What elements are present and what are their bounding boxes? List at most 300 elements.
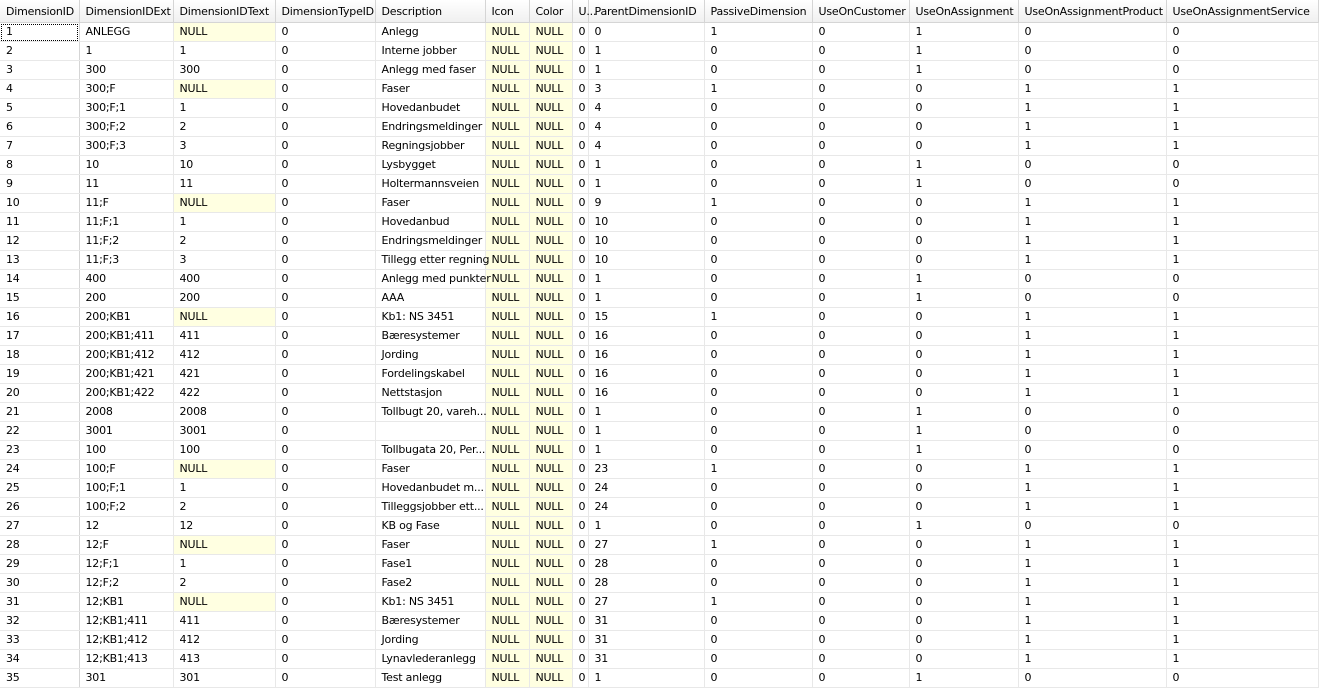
cell-id[interactable]: 9 <box>0 175 79 194</box>
cell-icon[interactable]: NULL <box>485 593 529 612</box>
cell-icon[interactable]: NULL <box>485 555 529 574</box>
cell-serv[interactable]: 1 <box>1166 327 1318 346</box>
cell-color[interactable]: NULL <box>529 232 572 251</box>
cell-assign[interactable]: 1 <box>909 61 1018 80</box>
cell-serv[interactable]: 1 <box>1166 194 1318 213</box>
column-header-desc[interactable]: Description <box>375 0 485 23</box>
cell-cust[interactable]: 0 <box>812 517 909 536</box>
cell-serv[interactable]: 1 <box>1166 650 1318 669</box>
cell-cust[interactable]: 0 <box>812 156 909 175</box>
column-header-serv[interactable]: UseOnAssignmentService <box>1166 0 1318 23</box>
cell-prod[interactable]: 1 <box>1018 80 1166 99</box>
cell-parent[interactable]: 16 <box>588 384 704 403</box>
cell-desc[interactable]: Faser <box>375 460 485 479</box>
cell-color[interactable]: NULL <box>529 327 572 346</box>
table-row[interactable] <box>0 232 1318 251</box>
cell-passive[interactable]: 0 <box>704 270 812 289</box>
cell-serv[interactable]: 1 <box>1166 346 1318 365</box>
cell-assign[interactable]: 0 <box>909 536 1018 555</box>
cell-passive[interactable]: 0 <box>704 403 812 422</box>
cell-parent[interactable]: 1 <box>588 441 704 460</box>
cell-icon[interactable]: NULL <box>485 156 529 175</box>
cell-cust[interactable]: 0 <box>812 346 909 365</box>
cell-u[interactable]: 0 <box>572 650 588 669</box>
table-row[interactable] <box>0 42 1318 61</box>
cell-ext[interactable]: 12;KB1;413 <box>79 650 173 669</box>
cell-assign[interactable]: 0 <box>909 80 1018 99</box>
cell-type[interactable]: 0 <box>275 80 375 99</box>
cell-assign[interactable]: 1 <box>909 403 1018 422</box>
cell-serv[interactable]: 0 <box>1166 517 1318 536</box>
cell-prod[interactable]: 0 <box>1018 156 1166 175</box>
cell-cust[interactable]: 0 <box>812 194 909 213</box>
column-header-color[interactable]: Color <box>529 0 572 23</box>
cell-color[interactable]: NULL <box>529 194 572 213</box>
cell-ext[interactable]: 100;F;1 <box>79 479 173 498</box>
cell-id[interactable]: 33 <box>0 631 79 650</box>
cell-cust[interactable]: 0 <box>812 479 909 498</box>
table-row[interactable] <box>0 384 1318 403</box>
cell-passive[interactable]: 0 <box>704 327 812 346</box>
cell-prod[interactable]: 1 <box>1018 213 1166 232</box>
cell-prod[interactable]: 1 <box>1018 631 1166 650</box>
cell-serv[interactable]: 0 <box>1166 175 1318 194</box>
cell-icon[interactable]: NULL <box>485 517 529 536</box>
column-header-passive[interactable]: PassiveDimension <box>704 0 812 23</box>
cell-id[interactable]: 27 <box>0 517 79 536</box>
cell-desc[interactable]: Nettstasjon <box>375 384 485 403</box>
cell-ext[interactable]: 3001 <box>79 422 173 441</box>
cell-type[interactable]: 0 <box>275 460 375 479</box>
cell-id[interactable]: 13 <box>0 251 79 270</box>
cell-text[interactable]: 412 <box>173 346 275 365</box>
cell-prod[interactable]: 0 <box>1018 270 1166 289</box>
cell-ext[interactable]: 10 <box>79 156 173 175</box>
cell-prod[interactable]: 0 <box>1018 403 1166 422</box>
cell-prod[interactable]: 0 <box>1018 422 1166 441</box>
cell-desc[interactable]: Hovedanbudet <box>375 99 485 118</box>
cell-serv[interactable]: 0 <box>1166 270 1318 289</box>
cell-passive[interactable]: 0 <box>704 232 812 251</box>
cell-ext[interactable]: 11 <box>79 175 173 194</box>
cell-id[interactable]: 25 <box>0 479 79 498</box>
cell-type[interactable]: 0 <box>275 384 375 403</box>
cell-passive[interactable]: 0 <box>704 422 812 441</box>
cell-cust[interactable]: 0 <box>812 365 909 384</box>
cell-ext[interactable]: 200;KB1;422 <box>79 384 173 403</box>
cell-desc[interactable]: Interne jobber <box>375 42 485 61</box>
cell-parent[interactable]: 31 <box>588 631 704 650</box>
cell-u[interactable]: 0 <box>572 441 588 460</box>
cell-icon[interactable]: NULL <box>485 365 529 384</box>
cell-text[interactable]: 1 <box>173 42 275 61</box>
cell-passive[interactable]: 0 <box>704 118 812 137</box>
cell-ext[interactable]: 200 <box>79 289 173 308</box>
cell-cust[interactable]: 0 <box>812 593 909 612</box>
cell-cust[interactable]: 0 <box>812 23 909 42</box>
cell-prod[interactable]: 1 <box>1018 327 1166 346</box>
cell-parent[interactable]: 15 <box>588 308 704 327</box>
cell-icon[interactable]: NULL <box>485 289 529 308</box>
cell-assign[interactable]: 0 <box>909 384 1018 403</box>
cell-assign[interactable]: 0 <box>909 460 1018 479</box>
cell-cust[interactable]: 0 <box>812 270 909 289</box>
cell-cust[interactable]: 0 <box>812 137 909 156</box>
cell-assign[interactable]: 0 <box>909 118 1018 137</box>
cell-id[interactable]: 1 <box>0 23 79 42</box>
cell-passive[interactable]: 0 <box>704 175 812 194</box>
cell-prod[interactable]: 0 <box>1018 61 1166 80</box>
cell-desc[interactable]: Jording <box>375 631 485 650</box>
column-header-cust[interactable]: UseOnCustomer <box>812 0 909 23</box>
table-row[interactable] <box>0 460 1318 479</box>
cell-color[interactable]: NULL <box>529 498 572 517</box>
cell-cust[interactable]: 0 <box>812 251 909 270</box>
cell-passive[interactable]: 1 <box>704 460 812 479</box>
cell-ext[interactable]: 11;F;2 <box>79 232 173 251</box>
cell-text[interactable]: 300 <box>173 61 275 80</box>
cell-text[interactable]: NULL <box>173 460 275 479</box>
cell-icon[interactable]: NULL <box>485 650 529 669</box>
cell-serv[interactable]: 1 <box>1166 555 1318 574</box>
cell-u[interactable]: 0 <box>572 80 588 99</box>
cell-color[interactable]: NULL <box>529 593 572 612</box>
cell-assign[interactable]: 1 <box>909 23 1018 42</box>
cell-prod[interactable]: 0 <box>1018 517 1166 536</box>
cell-desc[interactable]: Fordelingskabel <box>375 365 485 384</box>
cell-parent[interactable]: 3 <box>588 80 704 99</box>
cell-ext[interactable]: 100 <box>79 441 173 460</box>
table-row[interactable] <box>0 441 1318 460</box>
cell-icon[interactable]: NULL <box>485 574 529 593</box>
cell-desc[interactable]: Faser <box>375 194 485 213</box>
table-row[interactable] <box>0 213 1318 232</box>
cell-text[interactable]: 10 <box>173 156 275 175</box>
cell-ext[interactable]: 100;F;2 <box>79 498 173 517</box>
cell-passive[interactable]: 0 <box>704 346 812 365</box>
cell-assign[interactable]: 0 <box>909 365 1018 384</box>
cell-serv[interactable]: 0 <box>1166 669 1318 688</box>
cell-type[interactable]: 0 <box>275 498 375 517</box>
cell-prod[interactable]: 1 <box>1018 612 1166 631</box>
cell-parent[interactable]: 4 <box>588 99 704 118</box>
cell-assign[interactable]: 0 <box>909 555 1018 574</box>
cell-prod[interactable]: 0 <box>1018 175 1166 194</box>
cell-serv[interactable]: 1 <box>1166 479 1318 498</box>
cell-id[interactable]: 19 <box>0 365 79 384</box>
cell-assign[interactable]: 1 <box>909 289 1018 308</box>
cell-cust[interactable]: 0 <box>812 308 909 327</box>
cell-icon[interactable]: NULL <box>485 118 529 137</box>
cell-color[interactable]: NULL <box>529 479 572 498</box>
table-row[interactable] <box>0 175 1318 194</box>
table-row[interactable] <box>0 574 1318 593</box>
cell-icon[interactable]: NULL <box>485 308 529 327</box>
cell-color[interactable]: NULL <box>529 251 572 270</box>
cell-parent[interactable]: 1 <box>588 422 704 441</box>
cell-prod[interactable]: 1 <box>1018 498 1166 517</box>
cell-desc[interactable]: Kb1: NS 3451 <box>375 308 485 327</box>
cell-id[interactable]: 14 <box>0 270 79 289</box>
cell-serv[interactable]: 1 <box>1166 137 1318 156</box>
cell-parent[interactable]: 28 <box>588 574 704 593</box>
cell-type[interactable]: 0 <box>275 346 375 365</box>
cell-id[interactable]: 31 <box>0 593 79 612</box>
cell-ext[interactable]: 12;KB1 <box>79 593 173 612</box>
cell-text[interactable]: NULL <box>173 194 275 213</box>
cell-icon[interactable]: NULL <box>485 384 529 403</box>
cell-type[interactable]: 0 <box>275 156 375 175</box>
cell-cust[interactable]: 0 <box>812 460 909 479</box>
cell-desc[interactable]: Lysbygget <box>375 156 485 175</box>
cell-icon[interactable]: NULL <box>485 213 529 232</box>
cell-icon[interactable]: NULL <box>485 631 529 650</box>
cell-text[interactable]: 2 <box>173 498 275 517</box>
table-row[interactable] <box>0 118 1318 137</box>
cell-prod[interactable]: 1 <box>1018 346 1166 365</box>
cell-color[interactable]: NULL <box>529 308 572 327</box>
cell-text[interactable]: 1 <box>173 213 275 232</box>
cell-prod[interactable]: 1 <box>1018 99 1166 118</box>
cell-serv[interactable]: 1 <box>1166 612 1318 631</box>
cell-prod[interactable]: 0 <box>1018 42 1166 61</box>
cell-icon[interactable]: NULL <box>485 175 529 194</box>
cell-text[interactable]: NULL <box>173 308 275 327</box>
cell-type[interactable]: 0 <box>275 194 375 213</box>
table-row[interactable] <box>0 137 1318 156</box>
cell-color[interactable]: NULL <box>529 270 572 289</box>
cell-ext[interactable]: 301 <box>79 669 173 688</box>
cell-color[interactable]: NULL <box>529 536 572 555</box>
cell-desc[interactable]: Lynavlederanlegg <box>375 650 485 669</box>
cell-assign[interactable]: 1 <box>909 441 1018 460</box>
cell-type[interactable]: 0 <box>275 270 375 289</box>
cell-type[interactable]: 0 <box>275 213 375 232</box>
table-row[interactable] <box>0 270 1318 289</box>
cell-color[interactable]: NULL <box>529 156 572 175</box>
cell-text[interactable]: 200 <box>173 289 275 308</box>
cell-assign[interactable]: 0 <box>909 194 1018 213</box>
table-row[interactable] <box>0 422 1318 441</box>
cell-assign[interactable]: 0 <box>909 308 1018 327</box>
cell-text[interactable]: 411 <box>173 327 275 346</box>
cell-desc[interactable]: Fase1 <box>375 555 485 574</box>
cell-id[interactable]: 12 <box>0 232 79 251</box>
cell-text[interactable]: NULL <box>173 593 275 612</box>
cell-prod[interactable]: 1 <box>1018 479 1166 498</box>
cell-prod[interactable]: 1 <box>1018 384 1166 403</box>
cell-type[interactable]: 0 <box>275 23 375 42</box>
column-header-id[interactable]: DimensionID <box>0 0 79 23</box>
table-row[interactable] <box>0 593 1318 612</box>
cell-text[interactable]: 411 <box>173 612 275 631</box>
cell-cust[interactable]: 0 <box>812 175 909 194</box>
cell-ext[interactable]: 200;KB1;411 <box>79 327 173 346</box>
cell-serv[interactable]: 1 <box>1166 365 1318 384</box>
cell-cust[interactable]: 0 <box>812 650 909 669</box>
cell-parent[interactable]: 0 <box>588 23 704 42</box>
cell-u[interactable]: 0 <box>572 61 588 80</box>
cell-desc[interactable]: Hovedanbud <box>375 213 485 232</box>
cell-u[interactable]: 0 <box>572 460 588 479</box>
cell-type[interactable]: 0 <box>275 517 375 536</box>
cell-text[interactable]: 3 <box>173 251 275 270</box>
cell-u[interactable]: 0 <box>572 422 588 441</box>
cell-id[interactable]: 32 <box>0 612 79 631</box>
cell-passive[interactable]: 0 <box>704 631 812 650</box>
cell-u[interactable]: 0 <box>572 479 588 498</box>
cell-u[interactable]: 0 <box>572 365 588 384</box>
cell-cust[interactable]: 0 <box>812 327 909 346</box>
cell-type[interactable]: 0 <box>275 422 375 441</box>
cell-serv[interactable]: 0 <box>1166 156 1318 175</box>
cell-cust[interactable]: 0 <box>812 574 909 593</box>
cell-serv[interactable]: 1 <box>1166 118 1318 137</box>
cell-type[interactable]: 0 <box>275 536 375 555</box>
cell-passive[interactable]: 0 <box>704 42 812 61</box>
cell-cust[interactable]: 0 <box>812 42 909 61</box>
cell-id[interactable]: 10 <box>0 194 79 213</box>
cell-id[interactable]: 15 <box>0 289 79 308</box>
cell-u[interactable]: 0 <box>572 384 588 403</box>
cell-icon[interactable]: NULL <box>485 80 529 99</box>
cell-type[interactable]: 0 <box>275 593 375 612</box>
cell-cust[interactable]: 0 <box>812 612 909 631</box>
cell-id[interactable]: 5 <box>0 99 79 118</box>
cell-serv[interactable]: 0 <box>1166 42 1318 61</box>
cell-assign[interactable]: 0 <box>909 631 1018 650</box>
cell-ext[interactable]: 11;F;1 <box>79 213 173 232</box>
table-row[interactable] <box>0 650 1318 669</box>
cell-type[interactable]: 0 <box>275 441 375 460</box>
cell-color[interactable]: NULL <box>529 403 572 422</box>
cell-parent[interactable]: 16 <box>588 346 704 365</box>
cell-passive[interactable]: 1 <box>704 194 812 213</box>
cell-icon[interactable]: NULL <box>485 251 529 270</box>
cell-parent[interactable]: 1 <box>588 403 704 422</box>
cell-parent[interactable]: 4 <box>588 137 704 156</box>
cell-parent[interactable]: 16 <box>588 365 704 384</box>
cell-u[interactable]: 0 <box>572 574 588 593</box>
cell-desc[interactable]: Endringsmeldinger <box>375 118 485 137</box>
cell-color[interactable]: NULL <box>529 384 572 403</box>
cell-passive[interactable]: 0 <box>704 498 812 517</box>
cell-passive[interactable]: 0 <box>704 555 812 574</box>
cell-icon[interactable]: NULL <box>485 669 529 688</box>
cell-serv[interactable]: 1 <box>1166 251 1318 270</box>
cell-color[interactable]: NULL <box>529 365 572 384</box>
cell-id[interactable]: 4 <box>0 80 79 99</box>
cell-icon[interactable]: NULL <box>485 403 529 422</box>
cell-ext[interactable]: 200;KB1 <box>79 308 173 327</box>
column-header-icon[interactable]: Icon <box>485 0 529 23</box>
cell-ext[interactable]: 400 <box>79 270 173 289</box>
cell-parent[interactable]: 1 <box>588 289 704 308</box>
cell-icon[interactable]: NULL <box>485 460 529 479</box>
cell-u[interactable]: 0 <box>572 669 588 688</box>
cell-color[interactable]: NULL <box>529 80 572 99</box>
cell-type[interactable]: 0 <box>275 175 375 194</box>
cell-u[interactable]: 0 <box>572 498 588 517</box>
cell-type[interactable]: 0 <box>275 574 375 593</box>
cell-desc[interactable] <box>375 422 485 441</box>
cell-serv[interactable]: 1 <box>1166 80 1318 99</box>
cell-ext[interactable]: 200;KB1;421 <box>79 365 173 384</box>
cell-ext[interactable]: 300;F <box>79 80 173 99</box>
cell-color[interactable]: NULL <box>529 612 572 631</box>
cell-color[interactable]: NULL <box>529 99 572 118</box>
cell-icon[interactable]: NULL <box>485 346 529 365</box>
table-row[interactable] <box>0 156 1318 175</box>
cell-serv[interactable]: 1 <box>1166 536 1318 555</box>
cell-icon[interactable]: NULL <box>485 23 529 42</box>
cell-parent[interactable]: 4 <box>588 118 704 137</box>
cell-text[interactable]: NULL <box>173 536 275 555</box>
cell-serv[interactable]: 1 <box>1166 384 1318 403</box>
column-header-assign[interactable]: UseOnAssignment <box>909 0 1018 23</box>
cell-u[interactable]: 0 <box>572 194 588 213</box>
cell-text[interactable]: 12 <box>173 517 275 536</box>
table-row[interactable] <box>0 80 1318 99</box>
cell-assign[interactable]: 0 <box>909 137 1018 156</box>
cell-parent[interactable]: 9 <box>588 194 704 213</box>
cell-prod[interactable]: 1 <box>1018 574 1166 593</box>
cell-assign[interactable]: 0 <box>909 346 1018 365</box>
cell-ext[interactable]: 1 <box>79 42 173 61</box>
cell-icon[interactable]: NULL <box>485 327 529 346</box>
table-row[interactable] <box>0 308 1318 327</box>
cell-type[interactable]: 0 <box>275 403 375 422</box>
cell-type[interactable]: 0 <box>275 479 375 498</box>
cell-passive[interactable]: 0 <box>704 251 812 270</box>
cell-assign[interactable]: 1 <box>909 270 1018 289</box>
cell-u[interactable]: 0 <box>572 137 588 156</box>
cell-id[interactable]: 28 <box>0 536 79 555</box>
cell-passive[interactable]: 0 <box>704 365 812 384</box>
column-header-u[interactable]: U... <box>572 0 588 23</box>
cell-cust[interactable]: 0 <box>812 498 909 517</box>
cell-parent[interactable]: 1 <box>588 156 704 175</box>
cell-passive[interactable]: 0 <box>704 479 812 498</box>
cell-parent[interactable]: 24 <box>588 498 704 517</box>
table-row[interactable] <box>0 498 1318 517</box>
cell-text[interactable]: 422 <box>173 384 275 403</box>
cell-prod[interactable]: 1 <box>1018 137 1166 156</box>
cell-ext[interactable]: 12;F;2 <box>79 574 173 593</box>
cell-id[interactable]: 24 <box>0 460 79 479</box>
cell-color[interactable]: NULL <box>529 460 572 479</box>
cell-icon[interactable]: NULL <box>485 422 529 441</box>
cell-serv[interactable]: 1 <box>1166 213 1318 232</box>
cell-icon[interactable]: NULL <box>485 232 529 251</box>
cell-id[interactable]: 35 <box>0 669 79 688</box>
cell-id[interactable]: 26 <box>0 498 79 517</box>
cell-u[interactable]: 0 <box>572 23 588 42</box>
cell-u[interactable]: 0 <box>572 118 588 137</box>
cell-icon[interactable]: NULL <box>485 536 529 555</box>
cell-cust[interactable]: 0 <box>812 99 909 118</box>
cell-assign[interactable]: 0 <box>909 251 1018 270</box>
cell-assign[interactable]: 0 <box>909 574 1018 593</box>
cell-ext[interactable]: 12 <box>79 517 173 536</box>
cell-ext[interactable]: 11;F;3 <box>79 251 173 270</box>
cell-color[interactable]: NULL <box>529 631 572 650</box>
cell-serv[interactable]: 0 <box>1166 422 1318 441</box>
cell-serv[interactable]: 1 <box>1166 593 1318 612</box>
cell-serv[interactable]: 1 <box>1166 498 1318 517</box>
cell-u[interactable]: 0 <box>572 517 588 536</box>
cell-id[interactable]: 34 <box>0 650 79 669</box>
